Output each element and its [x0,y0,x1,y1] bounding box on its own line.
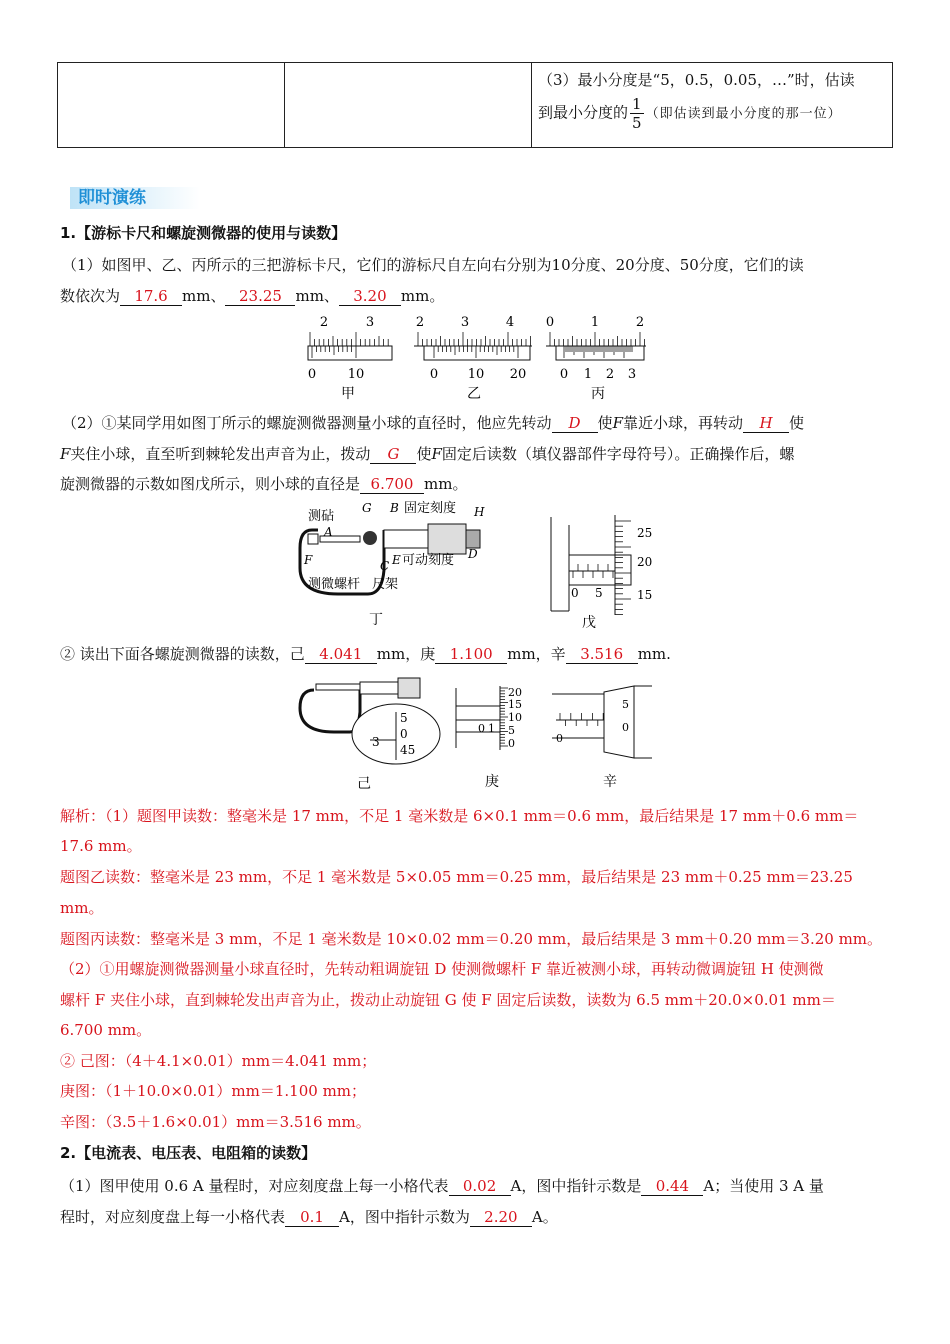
caliper-jia [308,315,392,402]
unit-3: mm。 [400,287,445,305]
q1-p3-d: mm. [637,645,671,663]
label-A: A [324,525,333,539]
cell-line-2-note: （即估读到最小分度的那一位） [645,106,842,122]
caliper-yi-main-label-3: 3 [460,315,470,330]
caliper-jia-caption: 甲 [341,386,355,402]
caliper-bing-main-label-1: 1 [590,315,600,330]
fraction-numerator: 1 [632,95,642,113]
cell-line-1: （3）最小分度是“5，0.5，0.05，…”时，估读 [538,71,855,89]
q1-p3-b: mm，庚 [376,645,436,663]
caliper-bing [546,315,646,402]
q2-l1-c: A；当使用 3 A 量 [703,1177,824,1195]
micrometer-thimble [428,524,466,554]
caliper-yi-main-label-4: 4 [505,315,515,330]
q2-line-1 [60,1175,824,1196]
label-H: H [474,505,485,519]
wu-main-0: 0 [571,586,579,600]
q1-p2-l2-c: 固定后读数（填仪器部件字母符号）。正确操作后，螺 [441,445,795,463]
answer-caliper-bing: 3.20 [339,287,401,306]
ji-spindle [316,684,360,690]
fraction-one-fifth [630,95,644,132]
answer-lock-knob: G [370,445,416,464]
caliper-bing-vern-label-2: 2 [605,367,615,382]
micrometer-ratchet [466,530,480,548]
caliper-bing-caption: 丙 [591,386,605,402]
table-cell-empty-1 [58,63,285,148]
wu-tick-25: 25 [637,526,653,540]
caliper-bing-vern-label-3: 3 [627,367,637,382]
q1-p2-l2-a: 夹住小球，直至听到棘轮发出声音为止，拨动 [70,445,371,463]
analysis-line-8: 6.700 mm。 [60,1021,152,1039]
label-F: F [304,553,313,567]
caption-wu: 戊 [582,615,596,631]
answer-small-div-3: 0.1 [285,1208,339,1227]
q2-line-2 [60,1206,558,1227]
q1-p2-l1-a: （2）①某同学用如图丁所示的螺旋测微器测量小球的直径时，他应先转动 [62,414,552,432]
answer-ball-diameter: 6.700 [360,475,424,494]
caliper-jia-vern-label-0: 0 [307,367,317,382]
q1-p2-l3-a: 旋测微器的示数如图戊所示，则小球的直径是 [60,475,361,493]
answer-coarse-knob: D [552,414,598,433]
q2-title: 2.【电流表、电压表、电阻箱的读数】 [60,1144,317,1162]
analysis-line-2: 17.6 mm。 [60,837,142,855]
caliper-bing-main-label-2: 2 [635,315,645,330]
q1-p2-line1 [62,412,804,433]
caliper-yi-vernier-ticks [434,346,518,358]
cell-line-2 [538,95,886,132]
label-anvil: 测砧 [308,509,335,524]
q1-p3-c: mm，辛 [507,645,566,663]
xin-tick-5: 5 [622,698,629,711]
q1-p2-line2 [60,443,794,464]
ji-tick-5: 5 [400,711,408,725]
unit-1: mm、 [182,287,226,305]
banner-title: 即时演练 [78,188,146,208]
analysis-line-4: mm。 [60,899,104,917]
q1-p2-line3 [60,473,467,494]
xin-main-0: 0 [556,732,563,745]
q2-l1-b: A，图中指针示数是 [510,1177,642,1195]
q1-p3-line [60,643,671,664]
xin-thimble [604,686,634,758]
label-D: D [468,547,478,561]
label-frame: 尺架 [372,577,399,592]
table-cell-estimation-rule [532,63,893,148]
wu-main-5: 5 [595,586,603,600]
label-E: E [392,553,401,567]
label-C: C [380,559,390,573]
answer-caliper-jia: 17.6 [120,287,182,306]
q1-p3-a: ② 读出下面各螺旋测微器的读数，己 [60,645,305,663]
q2-l1-a: （1）图甲使用 0.6 A 量程时，对应刻度盘上每一小格代表 [60,1177,449,1195]
q1-p2-l1-d: 使 [789,414,805,432]
micrometer-xin-figure [548,680,658,794]
caliper-yi [414,315,532,402]
analysis-line-3: 题图乙读数：整毫米是 23 mm，不足 1 毫米数是 5×0.05 mm＝0.25 mm，最后结果是 23 mm＋0.25 mm＝23.25 [60,868,853,886]
q1-p1-line1: （1）如图甲、乙、丙所示的三把游标卡尺，它们的游标尺自左向右分别为10分度、20分度、50分度，它们的读 [62,256,804,274]
q1-p2-l2-F2: F [431,445,442,463]
caliper-jia-vernier-ticks [312,346,356,358]
q1-p2-l2-b: 使 [416,445,432,463]
label-spindle: 测微螺杆 [308,577,361,592]
caliper-jia-main-label-2: 2 [319,315,329,330]
caliper-yi-main-ticks [418,332,531,346]
ji-tick-0: 0 [400,727,408,741]
caliper-bing-main-label-0: 0 [545,315,555,330]
analysis-line-7: 螺杆 F 夹住小球，直到棘轮发出声音为止，拨动止动旋钮 G 使 F 固定后读数，读数为 6.5 mm＋20.0×0.01 mm＝ [60,991,836,1009]
wu-tick-15: 15 [637,588,653,602]
wu-thimble-ticks [615,521,631,615]
answer-xin: 3.516 [566,645,638,664]
fraction-denominator: 5 [632,114,642,132]
micrometer-ding-figure [298,498,498,630]
section-banner [70,183,200,211]
q1-p2-l2-F: F [60,445,71,463]
xin-tick-0: 0 [622,721,629,734]
label-B: B [390,501,399,515]
q1-p2-l1-c: 靠近小球，再转动 [622,414,743,432]
micrometer-sleeve [384,530,432,548]
ji-frame [300,690,360,732]
geng-tick-15: 15 [508,698,522,711]
caliper-jia-vern-label-10: 10 [347,367,365,382]
answer-geng: 1.100 [435,645,507,664]
ji-thimble [398,678,420,698]
analysis-line-11: 辛图：（3.5＋1.6×0.01）mm＝3.516 mm。 [60,1113,371,1131]
micrometer-wu-figure [545,515,665,633]
label-movable-scale: 可动刻度 [402,553,455,568]
analysis-head: 解析： [60,807,106,825]
geng-main-1: 1 [488,722,495,735]
caliper-bing-vernier-ticks [564,346,632,358]
analysis-l1: （1）题图甲读数：整毫米是 17 mm，不足 1 毫米数是 6×0.1 mm＝0.6 mm，最后结果是 17 mm＋0.6 mm＝ [105,807,859,825]
q1-title: 1.【游标卡尺和螺旋测微器的使用与读数】 [60,224,347,242]
analysis-line-5: 题图丙读数：整毫米是 3 mm，不足 1 毫米数是 10×0.02 mm＝0.20 mm，最后结果是 3 mm＋0.20 mm＝3.20 mm。 [60,930,883,948]
caliper-yi-vern-label-20: 20 [509,367,527,382]
analysis-line-9: ② 己图：（4＋4.1×0.01）mm＝4.041 mm； [60,1052,377,1070]
caliper-jia-main-label-3: 3 [365,315,375,330]
geng-tick-10: 10 [508,711,522,724]
geng-tick-20: 20 [508,686,522,699]
caliper-yi-main-label-2: 2 [415,315,425,330]
answer-caliper-yi: 23.25 [225,287,295,306]
caliper-jia-main-ticks [310,332,388,346]
unit-2: mm、 [295,287,339,305]
caliper-yi-vern-label-10: 10 [467,367,485,382]
cell-line-2-text: 到最小分度的 [538,103,629,122]
q1-p2-l1-F: F [612,414,623,432]
answer-small-div-06: 0.02 [449,1177,511,1196]
geng-thimble-ticks [500,688,508,746]
caliper-yi-caption: 乙 [467,386,481,402]
q1-p2-l3-b: mm。 [424,475,468,493]
caption-ding: 丁 [369,612,383,628]
caption-geng: 庚 [485,774,499,790]
micrometer-geng-figure [450,680,540,794]
wu-tick-20: 20 [637,555,653,569]
q1-p2-l1-b: 使 [597,414,613,432]
micrometer-lock-knob [363,531,377,545]
q2-l2-b: A，图中指针示数为 [339,1208,470,1226]
answer-reading-06: 0.44 [641,1177,703,1196]
ji-tick-45: 45 [400,743,416,757]
summary-table [57,62,893,148]
geng-tick-5: 5 [508,724,515,737]
q2-l2-c: A。 [531,1208,558,1226]
answer-ji: 4.041 [305,645,377,664]
table-cell-empty-2 [285,63,532,148]
caliper-bing-vern-label-0: 0 [559,367,569,382]
analysis-line-10: 庚图：（1＋10.0×0.01）mm＝1.100 mm； [60,1082,367,1100]
analysis-line-1 [60,805,858,826]
label-G: G [362,501,372,515]
geng-tick-0: 0 [508,737,515,750]
caption-xin: 辛 [603,774,617,790]
micrometer-anvil [308,534,318,544]
label-fixed-scale: 固定刻度 [404,501,457,516]
ji-sleeve [360,682,400,694]
answer-fine-knob: H [743,414,789,433]
caliper-figures [300,310,660,402]
micrometer-ji-figure [298,672,448,794]
answer-reading-3: 2.20 [470,1208,532,1227]
ji-main-3: 3 [372,735,380,749]
caliper-bing-vern-label-1: 1 [583,367,593,382]
analysis-line-6: （2）①用螺旋测微器测量小球直径时，先转动粗调旋钮 D 使测微螺杆 F 靠近被测小球，再转动微调旋钮 H 使测微 [60,960,824,978]
q2-l2-a: 程时，对应刻度盘上每一小格代表 [60,1208,286,1226]
q1-p1-line2 [60,285,444,306]
caliper-yi-vern-label-0: 0 [429,367,439,382]
caption-ji: 己 [357,776,371,792]
geng-main-0: 0 [478,722,485,735]
caliper-bing-main-ticks [550,332,645,346]
q1-p1-prefix: 数依次为 [60,287,121,305]
